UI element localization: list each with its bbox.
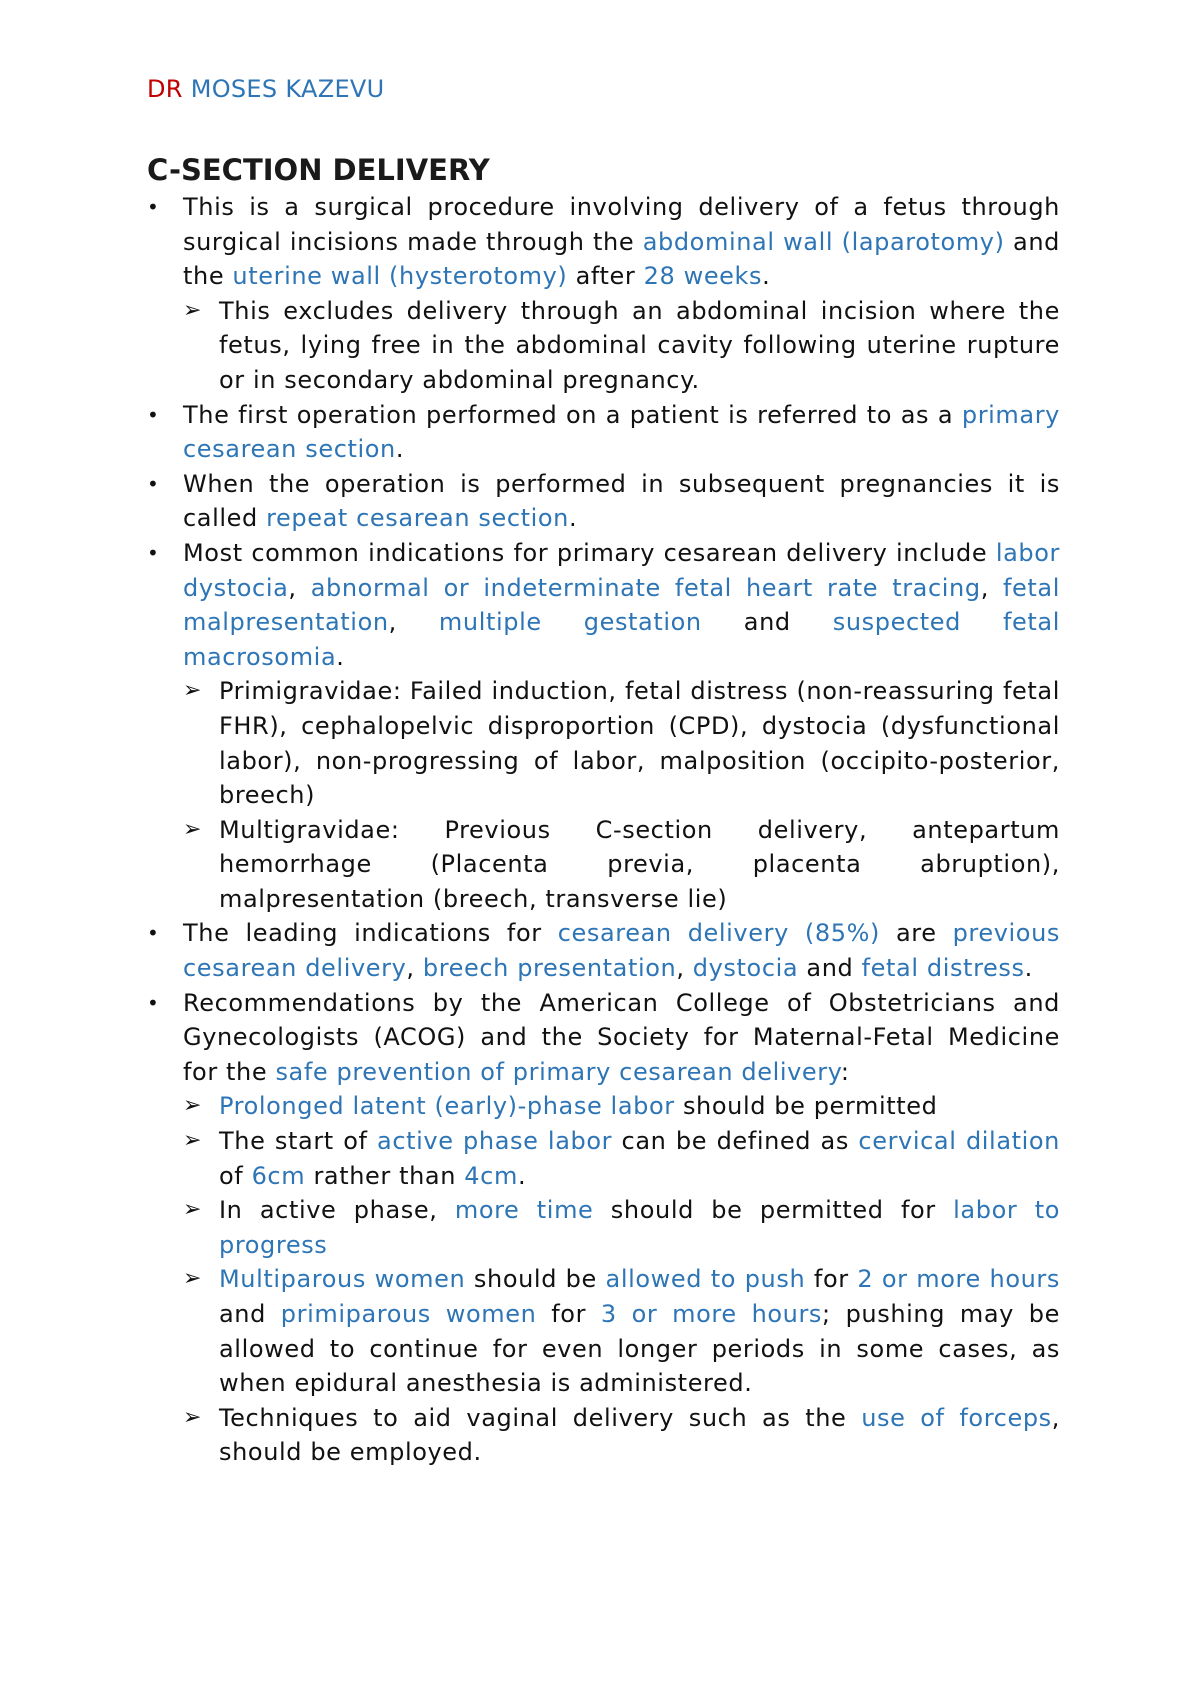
text-segment: ,: [980, 573, 1003, 602]
text-segment: Primigravidae: Failed induction, fetal distress (non-reassuring fetal FHR), cephalopelvic disproportion (CPD), dystocia (dysfunctional labor), non-progressing of labor, malposition (occipito-posterior, breech): [219, 677, 1060, 810]
highlighted-term: primary cesarean section: [183, 400, 1060, 464]
text-segment: This is a surgical procedure involving delivery of a fetus through surgical incisions made through the: [183, 193, 1060, 256]
arrow-bullet-icon: ➢: [183, 1404, 203, 1430]
sub-list-item: [147, 294, 1060, 398]
highlighted-term: cesarean delivery (85%): [557, 919, 880, 948]
highlighted-term: 2 or more hours: [857, 1265, 1060, 1294]
highlighted-term: cervical dilation: [858, 1127, 1060, 1156]
list-item: [147, 536, 1060, 674]
bullet-icon: •: [147, 990, 160, 1015]
arrow-bullet-icon: ➢: [183, 297, 203, 323]
bullet-icon: •: [147, 471, 160, 496]
highlighted-term: suspected fetal macrosomia: [183, 608, 1060, 671]
arrow-bullet-icon: ➢: [183, 1266, 203, 1292]
text-segment: of: [219, 1161, 252, 1190]
author-prefix: DR: [147, 75, 183, 103]
author-header: [147, 72, 385, 106]
sub-list-item: [147, 1262, 1060, 1400]
highlighted-term: labor to progress: [219, 1196, 1060, 1259]
list-item: [147, 916, 1060, 985]
text-segment: ,: [288, 573, 311, 602]
highlighted-term: Multiparous women: [219, 1265, 466, 1294]
highlighted-term: dystocia: [692, 954, 799, 983]
text-segment: .: [1024, 954, 1033, 983]
bullet-icon: •: [147, 921, 160, 946]
sub-list-item: [147, 1193, 1060, 1262]
arrow-bullet-icon: ➢: [183, 1197, 203, 1223]
bullet-icon: •: [147, 540, 160, 565]
arrow-bullet-icon: ➢: [183, 816, 203, 842]
text-segment: are: [879, 919, 953, 948]
highlighted-term: repeat cesarean section: [266, 504, 569, 533]
text-segment: The start of: [219, 1127, 378, 1156]
sub-list-item: [147, 1401, 1060, 1470]
sub-list-item: [147, 813, 1060, 917]
highlighted-term: active phase labor: [377, 1127, 613, 1156]
list-item: [147, 190, 1060, 294]
list-item: [147, 398, 1060, 467]
list-item: [147, 986, 1060, 1090]
text-segment: rather than: [305, 1161, 465, 1190]
text-segment: for: [805, 1265, 858, 1294]
text-segment: When the operation is performed in subsequent pregnancies it is called: [183, 469, 1060, 533]
text-segment: Multigravidae: Previous C-section delivery, antepartum hemorrhage (Placenta previa, placenta abruption), malpresentation (breech, transverse lie): [219, 815, 1060, 913]
sub-list-item: [147, 1089, 1060, 1124]
highlighted-term: abnormal or indeterminate fetal heart rate tracing: [310, 573, 981, 602]
highlighted-term: abdominal wall (laparotomy): [642, 227, 1005, 256]
arrow-bullet-icon: ➢: [183, 1093, 203, 1119]
arrow-bullet-icon: ➢: [183, 1128, 203, 1154]
list-item: [147, 467, 1060, 536]
text-segment: .: [762, 262, 771, 291]
highlighted-term: 28 weeks: [643, 262, 763, 291]
text-segment: and: [701, 608, 833, 637]
text-segment: and: [219, 1300, 281, 1328]
text-segment: The leading indications for: [183, 919, 558, 948]
text-segment: ,: [388, 608, 439, 637]
highlighted-term: primiparous women: [280, 1300, 537, 1328]
author-name: MOSES KAZEVU: [190, 75, 385, 103]
page-title: C-SECTION DELIVERY: [147, 153, 490, 187]
text-segment: This excludes delivery through an abdominal incision where the fetus, lying free in the abdominal cavity following uterine rupture or in secondary abdominal pregnancy.: [219, 296, 1060, 394]
text-segment: should be permitted for: [593, 1196, 954, 1225]
text-segment: Most common indications for primary cesarean delivery include: [183, 538, 996, 567]
sub-list-item: [147, 1124, 1060, 1193]
text-segment: after: [567, 262, 644, 291]
highlighted-term: 3 or more hours: [600, 1300, 823, 1328]
text-segment: ; pushing may be allowed to continue for even longer periods in some cases, as when epidural anesthesia is administered.: [219, 1300, 1060, 1398]
highlighted-term: more time: [454, 1196, 594, 1225]
bullet-list: [147, 190, 1060, 1470]
bullet-icon: •: [147, 402, 160, 427]
text-segment: should be: [465, 1265, 606, 1294]
text-segment: .: [517, 1161, 527, 1190]
text-segment: .: [336, 642, 345, 671]
highlighted-term: 6cm: [251, 1161, 306, 1190]
arrow-bullet-icon: ➢: [183, 678, 203, 704]
sub-list-item: [147, 674, 1060, 812]
text-segment: ,: [406, 954, 423, 983]
text-segment: for: [536, 1300, 601, 1328]
text-segment: The first operation performed on a patient is referred to as a: [183, 400, 962, 429]
highlighted-term: 4cm: [464, 1161, 518, 1190]
text-segment: , should be employed.: [219, 1403, 1060, 1467]
highlighted-term: fetal malpresentation: [183, 573, 1060, 637]
text-segment: Techniques to aid vaginal delivery such as the: [219, 1403, 862, 1432]
highlighted-term: fetal distress: [861, 954, 1025, 983]
text-segment: In active phase,: [219, 1196, 455, 1225]
highlighted-term: use of forceps: [861, 1403, 1052, 1432]
highlighted-term: uterine wall (hysterotomy): [232, 262, 568, 291]
text-segment: Recommendations by the American College of Obstetricians and Gynecologists (ACOG) and the Society for Maternal-Fetal Medicine for the: [183, 988, 1060, 1086]
text-segment: can be defined as: [612, 1127, 859, 1156]
highlighted-term: multiple gestation: [438, 608, 702, 637]
text-segment: ,: [676, 954, 693, 983]
text-segment: .: [395, 435, 405, 464]
text-segment: should be permitted: [674, 1092, 938, 1121]
highlighted-term: safe prevention of primary cesarean delivery: [275, 1057, 841, 1086]
text-segment: and the: [183, 227, 1060, 291]
text-segment: and: [798, 954, 862, 983]
highlighted-term: previous cesarean delivery: [183, 919, 1060, 983]
highlighted-term: allowed to push: [605, 1265, 806, 1294]
highlighted-term: breech presentation: [422, 954, 677, 983]
bullet-icon: •: [147, 195, 160, 219]
text-segment: .: [569, 504, 578, 533]
highlighted-term: labor dystocia: [183, 538, 1060, 602]
highlighted-term: Prolonged latent (early)-phase labor: [219, 1092, 675, 1121]
text-segment: :: [840, 1057, 850, 1086]
